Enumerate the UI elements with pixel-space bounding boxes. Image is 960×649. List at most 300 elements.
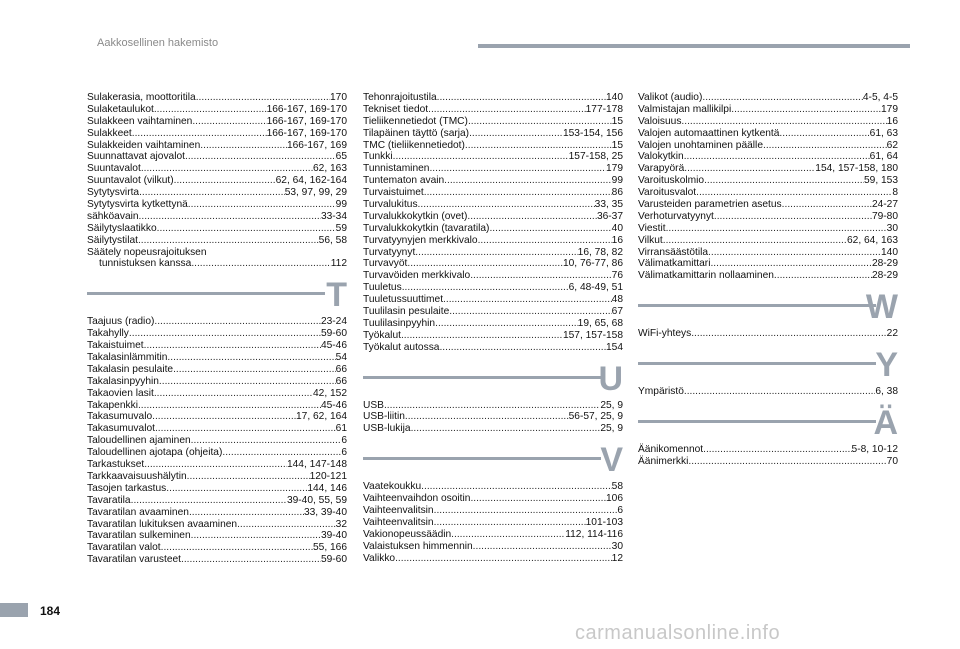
index-entry: [363, 211, 623, 223]
index-term: Tekniset tiedot: [363, 103, 429, 115]
index-entry: [363, 330, 623, 342]
index-page-refs: 6: [341, 435, 347, 447]
dot-leader: [681, 116, 886, 128]
index-term: Valokytkin: [638, 151, 684, 163]
index-term: Takapenkki: [87, 399, 138, 411]
index-entry: [638, 92, 898, 104]
index-entry: [363, 270, 623, 282]
index-page-refs: 48: [611, 294, 623, 306]
index-term: Sulakkeen vaihtaminen: [87, 115, 193, 127]
index-page-refs: 59-60: [320, 328, 347, 340]
section-letter: V: [600, 441, 623, 480]
index-term: Äänimerkki: [638, 455, 689, 467]
index-term: Varoituskolmio: [638, 175, 705, 187]
index-entry: [638, 456, 898, 468]
dot-leader: [434, 517, 586, 529]
dot-leader: [187, 471, 310, 483]
dot-leader: [731, 104, 881, 116]
dot-leader: [468, 116, 612, 128]
index-entry: [87, 175, 347, 187]
dot-leader: [470, 493, 606, 505]
index-page-refs: 86: [611, 187, 623, 199]
dot-leader: [141, 163, 313, 175]
dot-leader: [192, 116, 266, 128]
index-term: Takalasin pesulaite: [87, 363, 174, 375]
index-term: Tieliikennetiedot (TMC): [363, 115, 468, 127]
header-divider: [478, 44, 910, 48]
index-term: Turvalukkokytkin (tavaratila): [363, 222, 490, 234]
index-entry: [87, 92, 347, 104]
dot-leader: [152, 411, 296, 423]
index-term: Valikko: [363, 552, 396, 564]
page-header-title: Aakkosellinen hakemisto: [97, 37, 219, 49]
dot-leader: [138, 400, 321, 412]
index-term: TMC (tieliikennetiedot): [363, 139, 465, 151]
dot-leader: [443, 294, 612, 306]
index-entry: [638, 151, 898, 163]
index-entry: [363, 342, 623, 354]
index-entry: [363, 223, 623, 235]
index-entry: [363, 235, 623, 247]
index-entry: [87, 235, 347, 247]
index-page-refs: 24-27: [871, 199, 898, 211]
dot-leader: [444, 175, 611, 187]
index-term: Turvavöiden merkkivalo: [363, 270, 471, 282]
index-page-refs: 112, 114-116: [565, 528, 623, 540]
index-page-refs: 39-40: [320, 530, 347, 542]
index-term: Valojen automaattinen kytkentä: [638, 127, 780, 139]
index-page-refs: 166-167, 169-170: [266, 127, 347, 139]
index-term: Vaatekoukku: [363, 481, 422, 493]
index-page-refs: 6: [341, 447, 347, 459]
dot-leader: [188, 199, 336, 211]
index-page-refs: 59, 153: [864, 175, 898, 187]
index-page-refs: 16: [611, 234, 623, 246]
index-entry: [363, 553, 623, 565]
index-term: Työkalut autossa: [363, 341, 440, 353]
index-page-refs: 39-40, 55, 59: [286, 494, 347, 506]
section-letter-heading: [363, 435, 623, 481]
section-letter: Y: [875, 346, 898, 385]
index-term: Takahylly: [87, 328, 129, 340]
index-entry: [87, 400, 347, 412]
index-entry: [638, 270, 898, 282]
index-page-refs: 33, 39-40: [303, 506, 347, 518]
index-term: Säilytyslaatikko: [87, 222, 157, 234]
dot-leader: [708, 247, 881, 259]
index-page-refs: 15: [611, 139, 623, 151]
index-entry: [363, 140, 623, 152]
index-entry: [87, 435, 347, 447]
index-entry: [87, 328, 347, 340]
index-term: Tunkki: [363, 151, 393, 163]
section-letter-heading: [638, 340, 898, 386]
index-entry: [363, 199, 623, 211]
index-entry: [638, 211, 898, 223]
index-entry: [87, 340, 347, 352]
index-term: Varusteiden parametrien asetus: [638, 199, 782, 211]
index-page-refs: 177-178: [585, 103, 623, 115]
section-letter: W: [865, 288, 898, 327]
index-entry: [87, 411, 347, 423]
index-term: Valikot (audio): [638, 92, 703, 103]
index-term: Työkalut: [363, 329, 401, 341]
index-term: Tuuletussuuttimet: [363, 294, 444, 306]
index-page-refs: 28-29: [871, 270, 898, 282]
index-page-refs: 54: [335, 352, 347, 364]
index-page-refs: 66: [335, 363, 347, 375]
dot-leader: [157, 223, 336, 235]
index-page-refs: 22: [886, 328, 898, 340]
index-page-refs: 42, 152: [313, 387, 347, 399]
index-page-refs: 25, 9: [600, 423, 623, 435]
index-page-refs: 10, 76-77, 86: [562, 258, 623, 270]
index-column-3: [638, 92, 898, 468]
index-page-refs: 76: [611, 270, 623, 282]
dot-leader: [159, 376, 336, 388]
index-entry: [363, 505, 623, 517]
dot-leader: [384, 400, 600, 412]
dot-leader: [154, 316, 321, 328]
index-entry: [363, 104, 623, 116]
index-term: Taajuus (radio): [87, 316, 155, 328]
index-page-refs: 23-24: [320, 316, 347, 328]
index-term: Turvalukkokytkin (ovet): [363, 210, 468, 222]
index-page-refs: 45-46: [320, 340, 347, 352]
dot-leader: [200, 140, 287, 152]
index-page-refs: 30: [611, 540, 623, 552]
index-entry: [638, 223, 898, 235]
index-entry: [363, 116, 623, 128]
index-page-refs: 6: [617, 505, 623, 517]
index-page-refs: 16, 78, 82: [577, 246, 623, 258]
section-letter-heading: [87, 270, 347, 316]
index-entry: [363, 306, 623, 318]
index-page-refs: 8: [892, 187, 898, 199]
dot-leader: [702, 92, 863, 104]
dot-leader: [779, 128, 869, 140]
index-entry: [87, 316, 347, 328]
dot-leader: [138, 235, 319, 247]
index-term: Varoitusvalot: [638, 187, 697, 199]
dot-leader: [415, 247, 577, 259]
index-page-refs: 55, 166: [313, 542, 347, 554]
index-entry: [87, 554, 347, 566]
index-page-refs: 59-60: [320, 554, 347, 566]
index-page-refs: 144, 146: [307, 482, 347, 494]
index-page-refs: 61, 64: [869, 151, 898, 163]
index-entry: [363, 258, 623, 270]
index-term: USB-lukija: [363, 423, 411, 435]
index-page-refs: 33, 35: [594, 199, 623, 211]
index-term: sähköavain: [87, 210, 139, 222]
index-entry: [87, 187, 347, 199]
dot-leader: [129, 328, 321, 340]
index-entry: [363, 163, 623, 175]
index-term: Vilkut: [638, 234, 663, 246]
index-page-refs: 166-167, 169-170: [266, 115, 347, 127]
dot-leader: [704, 175, 864, 187]
index-page-refs: 153-154, 156: [562, 127, 623, 139]
index-entry: [363, 318, 623, 330]
section-letter: U: [598, 359, 623, 398]
index-entry: [638, 328, 898, 340]
index-column-1: [87, 92, 347, 566]
index-entry: [87, 128, 347, 140]
index-entry: [87, 495, 347, 507]
index-entry: [363, 282, 623, 294]
index-entry: [87, 140, 347, 152]
index-term: Turvaistuimet: [363, 187, 424, 199]
index-term: Varapyörä: [638, 163, 685, 175]
dot-leader: [191, 530, 321, 542]
index-term: Turvavyöt: [363, 258, 408, 270]
dot-leader: [451, 529, 565, 541]
dot-leader: [154, 388, 313, 400]
index-entry: [87, 459, 347, 471]
dot-leader: [411, 423, 601, 435]
index-entry: [638, 175, 898, 187]
dot-leader: [185, 151, 336, 163]
index-entry: [87, 258, 347, 270]
index-entry: [87, 447, 347, 459]
index-entry: [87, 104, 347, 116]
dot-leader: [161, 542, 313, 554]
index-term: Suunnattavat ajovalot: [87, 151, 185, 163]
index-entry: [363, 294, 623, 306]
index-page-refs: 79-80: [871, 210, 898, 222]
index-term: Tuntematon avain: [363, 175, 445, 187]
index-page-refs: 179: [881, 103, 898, 115]
dot-leader: [478, 235, 612, 247]
index-entry: [638, 235, 898, 247]
index-term: Vakionopeussäädin: [363, 528, 452, 540]
index-term: Sulaketaulukot: [87, 103, 154, 115]
index-page-refs: 58: [611, 481, 623, 493]
index-term: Tavaratilan varusteet: [87, 554, 181, 566]
index-term: Takalasinlämmitin: [87, 352, 168, 364]
index-entry: [638, 187, 898, 199]
dot-leader: [191, 258, 330, 270]
index-page-refs: 65: [335, 151, 347, 163]
index-entry: [638, 140, 898, 152]
index-term: Taloudellinen ajotapa (ohjeita): [87, 447, 223, 459]
dot-leader: [684, 151, 870, 163]
index-page-refs: 154: [606, 341, 623, 353]
index-page-refs: 61: [335, 423, 347, 435]
dot-leader: [405, 411, 569, 423]
dot-leader: [421, 481, 612, 493]
index-term: Turvalukitus: [363, 199, 418, 211]
index-page-refs: 56, 58: [318, 234, 347, 246]
index-page-refs: 157, 157-158: [562, 329, 623, 341]
dot-leader: [166, 483, 307, 495]
index-entry: [87, 542, 347, 554]
dot-leader: [144, 459, 287, 471]
index-page-refs: 30: [886, 222, 898, 234]
dot-leader: [714, 211, 872, 223]
index-term: Tarkastukset: [87, 459, 145, 471]
index-entry: [363, 529, 623, 541]
dot-leader: [473, 541, 612, 553]
dot-leader: [139, 187, 285, 199]
index-entry: [87, 530, 347, 542]
index-entry: [87, 376, 347, 388]
index-page-refs: 59: [335, 222, 347, 234]
section-rule: [638, 420, 876, 423]
index-term: Vaihteenvalitsin: [363, 516, 434, 528]
index-entry: [363, 517, 623, 529]
index-term: Säilytystilat: [87, 234, 138, 246]
dot-leader: [173, 364, 336, 376]
index-page-refs: 101-103: [585, 516, 623, 528]
dot-leader: [167, 352, 335, 364]
index-term: USB-liitin: [363, 411, 405, 423]
index-entry: [87, 211, 347, 223]
section-rule: [363, 376, 601, 379]
index-page-refs: 106: [606, 493, 623, 505]
index-entry: [638, 163, 898, 175]
watermark: carmanualsonline.info: [575, 622, 781, 644]
dot-leader: [154, 104, 267, 116]
dot-leader: [191, 435, 342, 447]
dot-leader: [684, 386, 875, 398]
index-term: Suuntavalot (vilkut): [87, 175, 174, 187]
index-page-refs: 179: [606, 163, 623, 175]
index-term: Tuulilasinpyyhin: [363, 317, 436, 329]
dot-leader: [449, 306, 611, 318]
index-term: Tavaratilan avaaminen: [87, 506, 189, 518]
index-page-refs: 62, 163: [313, 163, 347, 175]
index-entry: [638, 128, 898, 140]
index-entry: [638, 386, 898, 398]
index-page-refs: 32: [335, 518, 347, 530]
index-entry: [363, 493, 623, 505]
section-rule: [638, 362, 876, 365]
dot-leader: [469, 128, 563, 140]
index-term: Valojen unohtaminen päälle: [638, 139, 763, 151]
index-entry: [87, 471, 347, 483]
index-term: Takasumuvalot: [87, 423, 155, 435]
index-page-refs: 25, 9: [600, 399, 623, 411]
index-term: Sytytysvirta kytkettynä: [87, 199, 188, 211]
dot-leader: [428, 104, 585, 116]
index-page-refs: 140: [606, 92, 623, 103]
index-page-refs: 5-8, 10-12: [851, 444, 898, 456]
dot-leader: [439, 342, 606, 354]
index-entry: [363, 247, 623, 259]
dot-leader: [434, 505, 618, 517]
index-term: Tavaratila: [87, 494, 131, 506]
page-number-tab: [0, 603, 28, 617]
index-entry: [638, 199, 898, 211]
dot-leader: [666, 223, 887, 235]
index-entry: [638, 444, 898, 456]
index-term: Valaistuksen himmennin: [363, 540, 473, 552]
index-entry: [87, 199, 347, 211]
index-page-refs: 120-121: [309, 470, 347, 482]
index-page-refs: 36-37: [596, 210, 623, 222]
dot-leader: [663, 235, 847, 247]
dot-leader: [691, 328, 886, 340]
index-term: Takalasinpyyhin: [87, 375, 159, 387]
index-term: Tunnistaminen: [363, 163, 430, 175]
index-page-refs: 17, 62, 164: [296, 411, 347, 423]
index-page-refs: 62, 64, 162-164: [275, 175, 347, 187]
section-letter-heading: [638, 398, 898, 444]
index-term: Sulakerasia, moottoritila: [87, 92, 196, 103]
index-term: Välimatkamittari: [638, 258, 711, 270]
index-term: Verhoturvatyynyt: [638, 210, 714, 222]
index-term: Vaihteenvaihdon osoitin: [363, 493, 471, 505]
index-entry: [638, 116, 898, 128]
dot-leader: [684, 163, 815, 175]
dot-leader: [696, 187, 892, 199]
page-number: 184: [40, 604, 61, 618]
index-entry: [87, 519, 347, 531]
index-term: USB: [363, 399, 384, 411]
dot-leader: [435, 318, 578, 330]
index-term: Valmistajan mallikilpi: [638, 103, 732, 115]
dot-leader: [688, 456, 886, 468]
index-page-refs: 6, 38: [875, 386, 898, 398]
index-term: tunnistuksen kanssa: [99, 258, 192, 270]
index-term: Ympäristö: [638, 386, 684, 398]
index-entry: [363, 187, 623, 199]
dot-leader: [424, 187, 612, 199]
dot-leader: [782, 199, 872, 211]
index-term: Virransäästötila: [638, 246, 709, 258]
index-term: Vaihteenvalitsin: [363, 505, 434, 517]
index-entry: [638, 258, 898, 270]
index-page-refs: 99: [335, 199, 347, 211]
index-term: Viestit: [638, 222, 666, 234]
index-page-refs: 70: [886, 455, 898, 467]
index-page-refs: 112: [330, 258, 347, 270]
index-entry: [87, 163, 347, 175]
section-letter-heading: [638, 282, 898, 328]
index-term: Valoisuus: [638, 115, 682, 127]
index-page-refs: 170: [330, 92, 347, 103]
index-term: Takaistuimet: [87, 340, 144, 352]
index-entry: [87, 507, 347, 519]
index-term: Tavaratilan lukituksen avaaminen: [87, 518, 238, 530]
index-term: Tuulilasin pesulaite: [363, 306, 450, 318]
dot-leader: [222, 447, 341, 459]
index-page-refs: 66: [335, 375, 347, 387]
index-page-refs: 6, 48-49, 51: [568, 282, 623, 294]
index-page-refs: 140: [881, 246, 898, 258]
index-term: Turvatyynyt: [363, 246, 416, 258]
index-term: Turvatyynyjen merkkivalo: [363, 234, 478, 246]
index-entry: [87, 352, 347, 364]
index-entry: [363, 481, 623, 493]
dot-leader: [131, 495, 287, 507]
dot-leader: [470, 270, 611, 282]
index-term: Taloudellinen ajaminen: [87, 435, 191, 447]
dot-leader: [465, 140, 612, 152]
dot-leader: [407, 258, 563, 270]
index-page-refs: 15: [611, 115, 623, 127]
section-letter-heading: [363, 354, 623, 400]
index-page-refs: 45-46: [320, 399, 347, 411]
index-page-refs: 67: [611, 306, 623, 318]
index-term: Tuuletus: [363, 282, 402, 294]
index-entry: [87, 423, 347, 435]
dot-leader: [393, 151, 569, 163]
dot-leader: [139, 211, 321, 223]
index-term: Tilapäinen täyttö (sarja): [363, 127, 470, 139]
